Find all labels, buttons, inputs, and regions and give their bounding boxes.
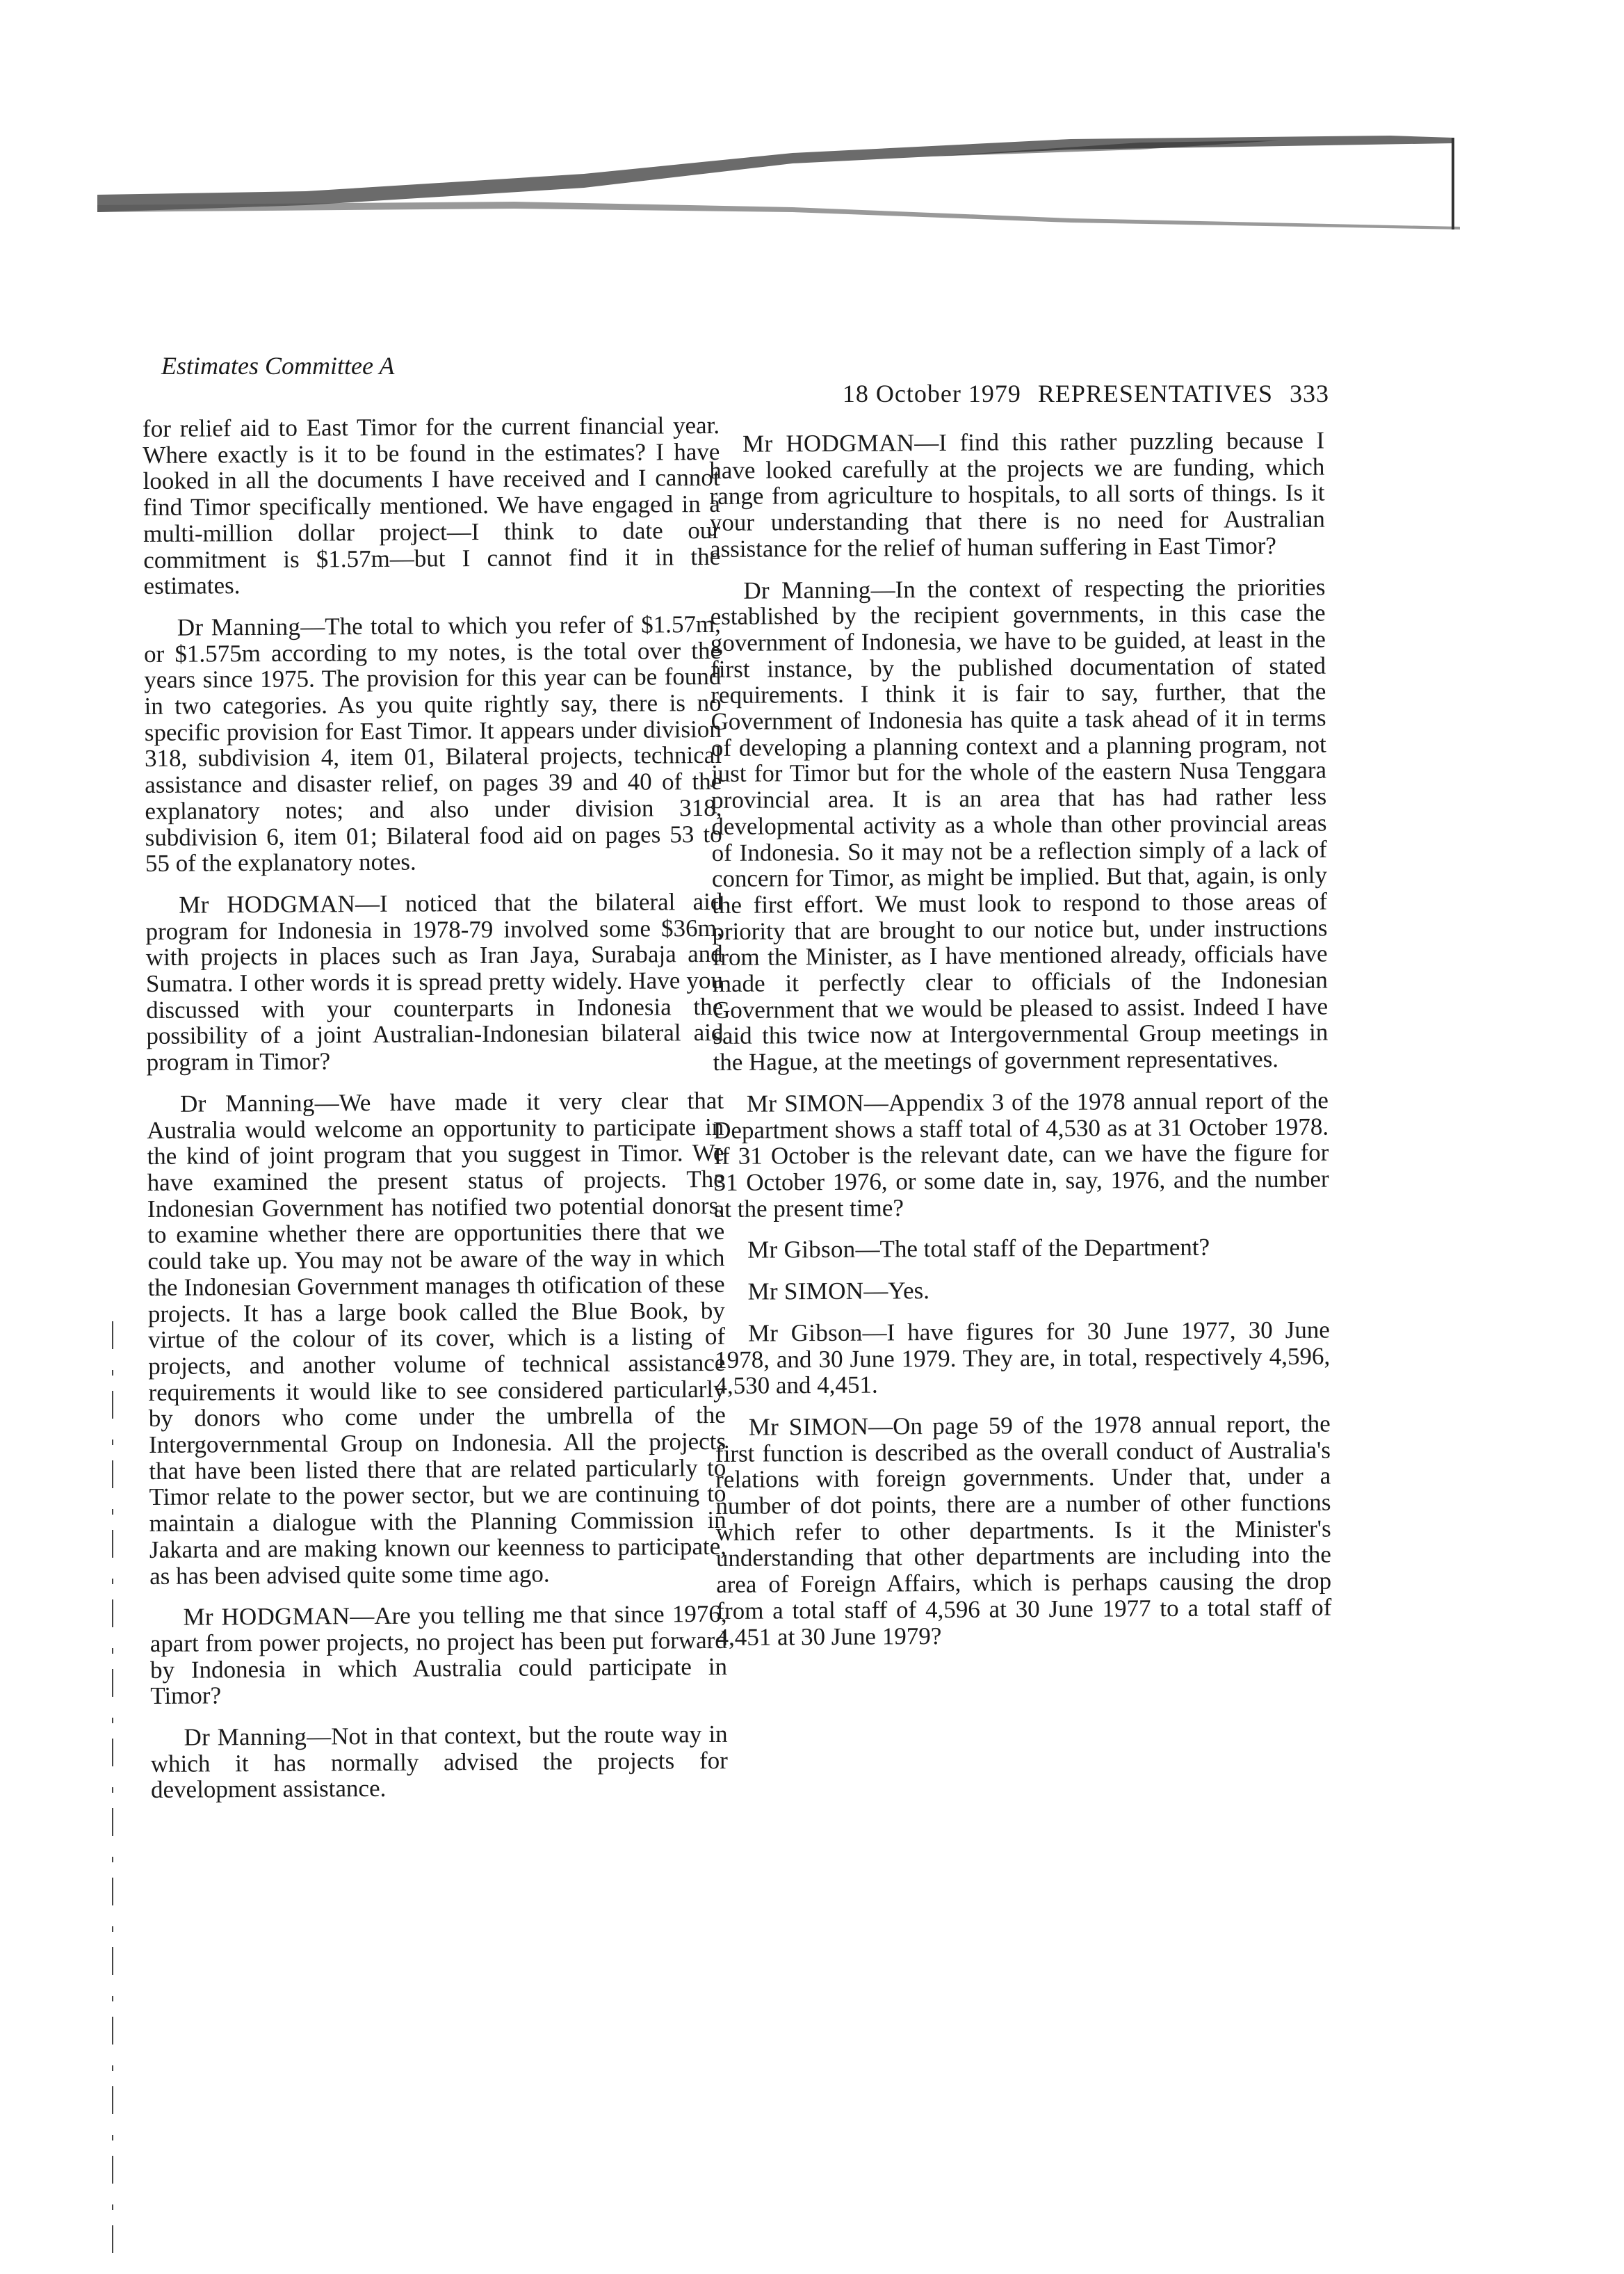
speaker-name: Dr Manning (177, 613, 301, 641)
paragraph-text: —Yes. (863, 1277, 930, 1305)
scan-artifact-band (97, 125, 1460, 229)
paragraph-text: —I find this rather puzzling because I have looked carefully at the projects we are funding, which range from agriculture to hospitals, to all sorts of things. Is it your understanding that there is no need for Australian assistance for the relief of human suffering in East Timor? (709, 426, 1325, 563)
paragraph-text: —Are you telling me that since 1976, apart from power projects, no project has been put forward by Indonesia in which Australia could participate in Timor? (149, 1600, 728, 1710)
speaker-name: Mr SIMON (748, 1412, 869, 1441)
paragraph (714, 1234, 1329, 1264)
paragraph (149, 1601, 727, 1709)
paragraph-text: —We have made it very clear that Australia would welcome an opportunity to participate in the kind of joint program that you suggest in Timor. We have examined the present status of projects. The Indonesian Government has notified two potential donors, to examine whether there are opportunities there that we could take up. You may not be aware of the way in which the Indonesian Government manages th otification of these projects. It has a large book called the Blue Book, by virtue of the colour of its cover, which is a listing of projects, and another volume of technical assistance requirements it would like to see considered particularly by donors who come under the umbrella of the Intergovernmental Group on Indonesia. All the projects that have been listed there that are related particularly to Timor relate to the power sector, but we are continuing to maintain a dialogue with the Planning Commission in Jakarta and are making known our keenness to participate, as has been advised quite some time ago. (147, 1086, 727, 1590)
speaker-name: Mr Gibson (747, 1236, 856, 1264)
binding-marks (104, 1321, 125, 2274)
running-header (161, 351, 1329, 407)
speaker-name: Mr HODGMAN (183, 1602, 350, 1631)
speaker-name: Dr Manning (184, 1723, 307, 1751)
header-chamber: REPRESENTATIVES (1037, 380, 1273, 408)
paragraph (709, 428, 1325, 563)
left-column (143, 412, 728, 1819)
paragraph-text: —I noticed that the bilateral aid program for Indonesia in 1978-79 involved some $36m, with projects in places such as Iran Jaya, Surabaja and Sumatra. I other words it is spread pretty widely. Have you discussed with your counterparts in Indonesia the possibility of a joint Australian-Indonesian bilateral aid program in Timor? (145, 887, 724, 1076)
paragraph (150, 1721, 728, 1803)
paragraph-text: —The total staff of the Department? (855, 1234, 1210, 1264)
paragraph-text: —I have figures for 30 June 1977, 30 June 1978, and 30 June 1979. They are, in total, respectively 4,596, 4,530 and 4,451. (715, 1316, 1331, 1400)
paragraph (144, 611, 722, 877)
paragraph (147, 1088, 726, 1589)
committee-name: Estimates Committee A (161, 352, 395, 380)
paragraph-text: —Not in that context, but the route way in which it has normally advised the projects for development assistance. (150, 1720, 728, 1804)
paragraph (710, 574, 1328, 1076)
speaker-name: Mr HODGMAN (179, 890, 356, 919)
speaker-name: Mr HODGMAN (742, 429, 915, 458)
speaker-name: Mr Gibson (747, 1319, 863, 1347)
speaker-name: Dr Manning (743, 576, 871, 604)
paragraph (715, 1316, 1331, 1399)
paragraph (143, 412, 721, 599)
page-number: 333 (1290, 380, 1329, 408)
paragraph (714, 1275, 1329, 1305)
paragraph-text: —On page 59 of the 1978 annual report, the first function is described as the overall conduct of Australia's relations with foreign governments. Under that, under a number of dot points, there are a number of other functions which refer to other departments. Is it the Minister's understanding that other departments are including into the area of Foreign Affairs, which is perhaps causing the drop from a total staff of 4,596 at 30 June 1977 to a total staff of 4,451 at 30 June 1979? (715, 1410, 1332, 1651)
paragraph (713, 1087, 1329, 1222)
speaker-name: Mr SIMON (747, 1277, 864, 1305)
right-column (709, 428, 1332, 1666)
speaker-name: Mr SIMON (746, 1089, 864, 1118)
header-date: 18 October 1979 (842, 380, 1021, 408)
paragraph-text: —In the context of respecting the priorities established by the recipient governments, in this case the government of Indonesia, we have to be guided, at least in the first instance, by the published documentation of stated requirements. I think it is fair to say, further, that the Government of Indonesia has quite a task ahead of it in terms of developing a planning context and a planning program, not just for Timor but for the whole of the eastern Nusa Tenggara provincial area. It is an area that has had rather less developmental activity as a whole than other provincial areas of Indonesia. So it may not be a reflection simply of a lack of concern for Timor, as might be implied. But that, again, is only the first effort. We must look to respond to those areas of priority that are brought to our notice but, under instructions from the Minister, as I have mentioned already, officials have made it perfectly clear to officials of the Indonesian Government that we would be pleased to assist. Indeed I have said this twice now at Intergovernmental Group meetings in the Hague, at the meetings of government representatives. (710, 573, 1329, 1076)
paragraph (145, 889, 724, 1076)
speaker-name: Dr Manning (179, 1089, 315, 1118)
paragraph-text: —Appendix 3 of the 1978 annual report of the Department shows a staff total of 4,530 as at 31 October 1978. If 31 October is the relevant date, can we have the figure for 31 October 1976, or some date in, say, 1976, and the number at the present time? (713, 1086, 1329, 1223)
paragraph (715, 1410, 1332, 1650)
header-right (833, 379, 1329, 408)
paragraph-text: for relief aid to East Timor for the current financial year. Where exactly is it to be found in the estimates? I have looked in all the documents I have received and I cannot find Timor specifically mentioned. We have engaged in a multi-million dollar project—I think to date our commitment is $1.57m—but I cannot find it in the estimates. (142, 411, 721, 600)
paragraph-text: —The total to which you refer of $1.57m, or $1.575m according to my notes, is the total over the years since 1975. The provision for this year can be found in two categories. As you quite rightly say, there is no specific provision for East Timor. It appears under division 318, subdivision 4, item 01, Bilateral projects, technical assistance and disaster relief, on pages 39 and 40 of the explanatory notes; and also under division 318, subdivision 6, item 01; Bilateral food aid on pages 53 to 55 of the explanatory notes. (143, 610, 722, 878)
